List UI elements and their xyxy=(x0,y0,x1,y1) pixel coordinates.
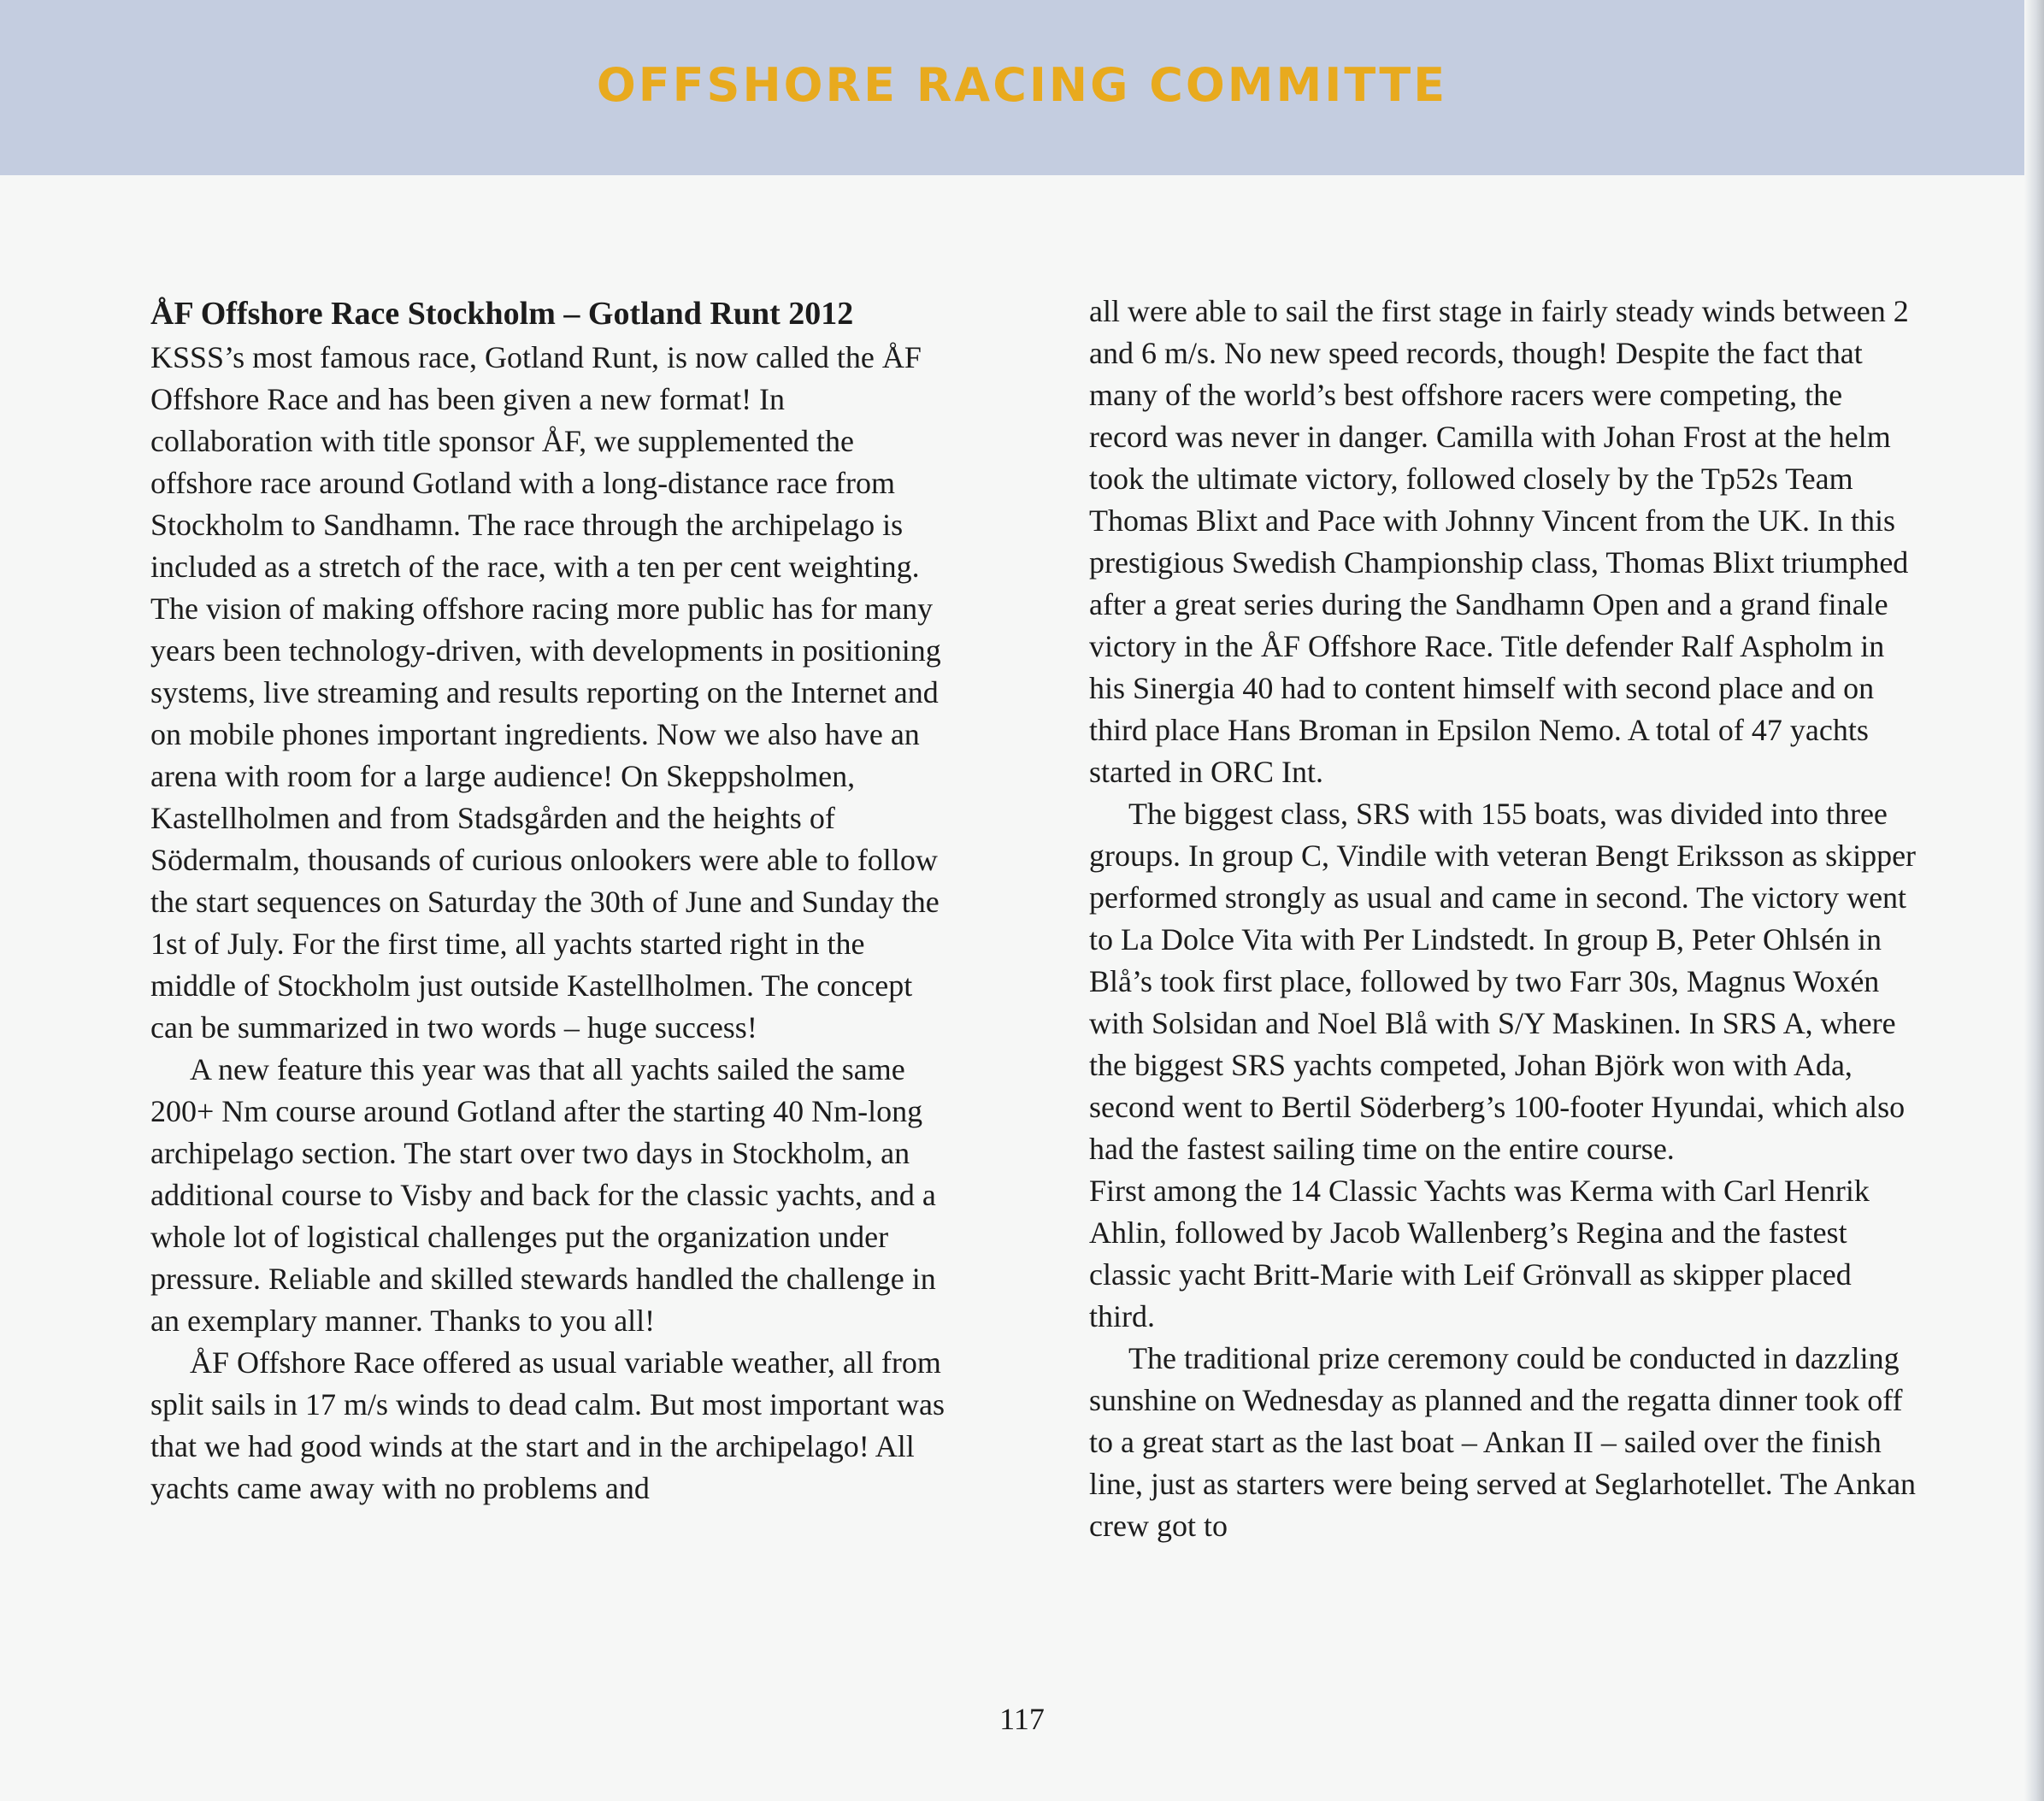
article-paragraph: ÅF Offshore Race offered as usual variable weather, all from split sails in 17 m/s winds to dead calm. But most important was that we had good winds at the start and in the archipelago! All yachts came away with no problems and xyxy=(150,1345,945,1505)
article-column-right xyxy=(1089,291,1918,1547)
section-title: OFFSHORE RACING COMMITTE xyxy=(596,58,1448,112)
page-edge-shadow xyxy=(2024,0,2044,1801)
page-number: 117 xyxy=(999,1702,1045,1736)
article-paragraph: The traditional prize ceremony could be conducted in dazzling sunshine on Wednesday as planned and the regatta dinner took off to a great start as the last boat – Ankan II – sailed over the finish line, just as starters were being served at Seglarhotellet. The Ankan crew got to xyxy=(1089,1341,1917,1543)
article-paragraph: KSSS’s most famous race, Gotland Runt, is now called the ÅF Offshore Race and has been given a new format! In collaboration with title sponsor ÅF, we supplemented the offshore race around Gotland with a long-distance race from Stockholm to Sandhamn. The race through the archipelago is included as a stretch of the race, with a ten per cent weighting. The vision of making offshore racing more public has for many years been technology-driven, with developments in positioning systems, live streaming and results reporting on the Internet and on mobile phones important ingredients. Now we also have an arena with room for a large audience! On Skeppsholmen, Kastellholmen and from Stadsgården and the heights of Södermalm, thousands of curious onlookers were able to follow the start sequences on Saturday the 30th of June and Sunday the 1st of July. For the first time, all yachts started right in the middle of Stockholm just outside Kastellholmen. The concept can be summarized in two words – huge success! xyxy=(150,340,941,1045)
article-heading: ÅF Offshore Race Stockholm – Gotland Runt 2012 xyxy=(150,296,854,332)
article-paragraph: A new feature this year was that all yachts sailed the same 200+ Nm course around Gotland after the starting 40 Nm-long archipelago section. The start over two days in Stockholm, an additional course to Visby and back for the classic yachts, and a whole lot of logistical challenges put the organization under pressure. Reliable and skilled stewards handled the challenge in an exemplary manner. Thanks to you all! xyxy=(150,1052,936,1338)
article-paragraph: First among the 14 Classic Yachts was Kerma with Carl Henrik Ahlin, followed by Jacob Wallenberg’s Regina and the fastest classic yacht Britt-Marie with Leif Grönvall as skipper placed third. xyxy=(1089,1174,1870,1333)
article-column-left xyxy=(150,291,954,1510)
article-paragraph: all were able to sail the first stage in fairly steady winds between 2 and 6 m/s. No new speed records, though! Despite the fact that many of the world’s best offshore racers were competing, the record was never in danger. Camilla with Johan Frost at the helm took the ultimate victory, followed closely by the Tp52s Team Thomas Blixt and Pace with Johnny Vincent from the UK. In this prestigious Swedish Championship class, Thomas Blixt triumphed after a great series during the Sandhamn Open and a grand finale victory in the ÅF Offshore Race. Title defender Ralf Aspholm in his Sinergia 40 had to content himself with second place and on third place Hans Broman in Epsilon Nemo. A total of 47 yachts started in ORC Int. xyxy=(1089,294,1909,789)
header-band xyxy=(0,0,2044,175)
article-paragraph: The biggest class, SRS with 155 boats, was divided into three groups. In group C, Vindile with veteran Bengt Eriksson as skipper performed strongly as usual and came in second. The victory went to La Dolce Vita with Per Lindstedt. In group B, Peter Ohlsén in Blå’s took first place, followed by two Farr 30s, Magnus Woxén with Solsidan and Noel Blå with S/Y Maskinen. In SRS A, where the biggest SRS yachts competed, Johan Björk won with Ada, second went to Bertil Söderberg’s 100-footer Hyundai, which also had the fastest sailing time on the entire course. xyxy=(1089,797,1917,1166)
